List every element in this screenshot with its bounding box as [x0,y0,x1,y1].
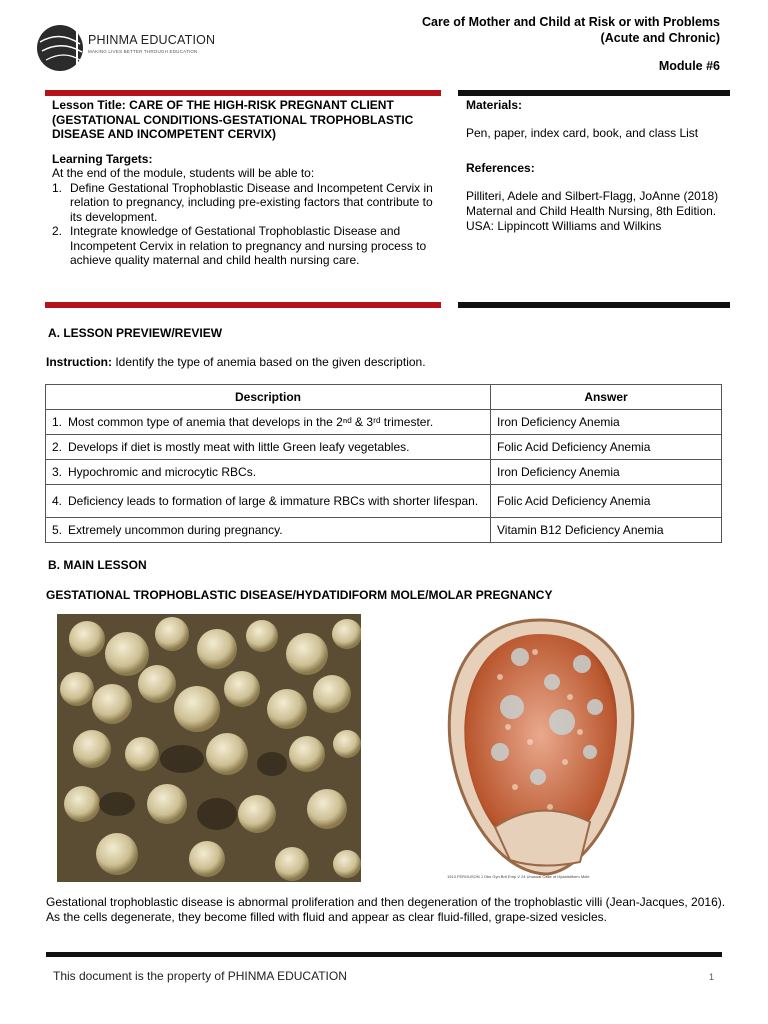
gtd-subheading: GESTATIONAL TROPHOBLASTIC DISEASE/HYDATIDIFORM MOLE/MOLAR PREGNANCY [46,588,553,602]
table-row: 5. Extremely uncommon during pregnancy. Vitamin B12 Deficiency Anemia [46,518,722,543]
top-left-red-bar [45,90,441,96]
materials-heading: Materials: [466,98,523,112]
learning-targets-intro: At the end of the module, students will be able to: [52,166,315,180]
molar-uterus-illustration-icon [440,612,640,880]
page-number: 1 [709,972,715,982]
section-b-heading: B. MAIN LESSON [48,558,147,572]
instruction: Instruction: Identify the type of anemia based on the given description. [46,355,426,369]
vesicles-photo-icon [57,614,361,882]
image-caption: 1913 FERGUSON J Obs Gyn Brit Emp V 24 Unusual Case of Hydatidiform Mole [447,874,590,879]
logo-text: PHINMA EDUCATION [88,33,216,47]
anemia-table [45,384,722,543]
materials-block [466,98,736,234]
table-row: 2. Develops if diet is mostly meat with little Green leafy vegetables. Folic Acid Deficiency Anemia [46,435,722,460]
footer-bar [46,952,722,957]
references-text: Pilliteri, Adele and Silbert-Flagg, JoAnne (2018) Maternal and Child Health Nursing, 8th Edition. USA: Lippincott Williams and Wilkins [466,189,719,233]
lesson-block [52,98,437,268]
list-item: 1. Define Gestational Trophoblastic Disease and Incompetent Cervix in relation to pregnancy, including pre-existing factors that contribute to its development. [52,180,433,224]
references-heading: References: [466,161,535,175]
top-right-black-bar [458,90,730,96]
phinma-logo-icon [36,20,206,76]
materials-text: Pen, paper, index card, book, and class List [466,126,699,140]
table-header-answer: Answer [491,385,722,410]
table-header-description: Description [46,385,491,410]
module-number: Module #6 [658,59,720,73]
lesson-title: Lesson Title: CARE OF THE HIGH-RISK PREGNANT CLIENT (GESTATIONAL CONDITIONS-GESTATIONAL TROPHOBLASTIC DISEASE AND INCOMPETENT CERVIX) [52,98,414,141]
mid-left-red-bar [45,302,441,308]
table-row: 4. Deficiency leads to formation of large & immature RBCs with shorter lifespan. Folic Acid Deficiency Anemia [46,485,722,518]
mid-right-black-bar [458,302,730,308]
course-title: Care of Mother and Child at Risk or with Problems (Acute and Chronic) [422,15,720,45]
table-row: 1. Most common type of anemia that develops in the 2ⁿᵈ & 3ʳᵈ trimester. Iron Deficiency Anemia [46,410,722,435]
learning-targets-list [52,181,437,268]
list-item: 2. Integrate knowledge of Gestational Trophoblastic Disease and Incompetent Cervix in relation to pregnancy and nursing process to achieve quality maternal and child health nursing care. [52,224,427,267]
footer-text: This document is the property of PHINMA EDUCATION [53,969,347,983]
gtd-paragraph: Gestational trophoblastic disease is abnormal proliferation and then degeneration of the trophoblastic villi (Jean-Jacques, 2016). As the cells degenerate, they become filled with fluid and appear as clear fluid-filled, grape-sized vesicles. [46,895,726,924]
section-a-heading: A. LESSON PREVIEW/REVIEW [48,326,223,340]
logo-tagline: MAKING LIVES BETTER THROUGH EDUCATION [88,49,198,54]
learning-targets-heading: Learning Targets: [52,151,153,166]
table-row: 3. Hypochromic and microcytic RBCs. Iron Deficiency Anemia [46,460,722,485]
